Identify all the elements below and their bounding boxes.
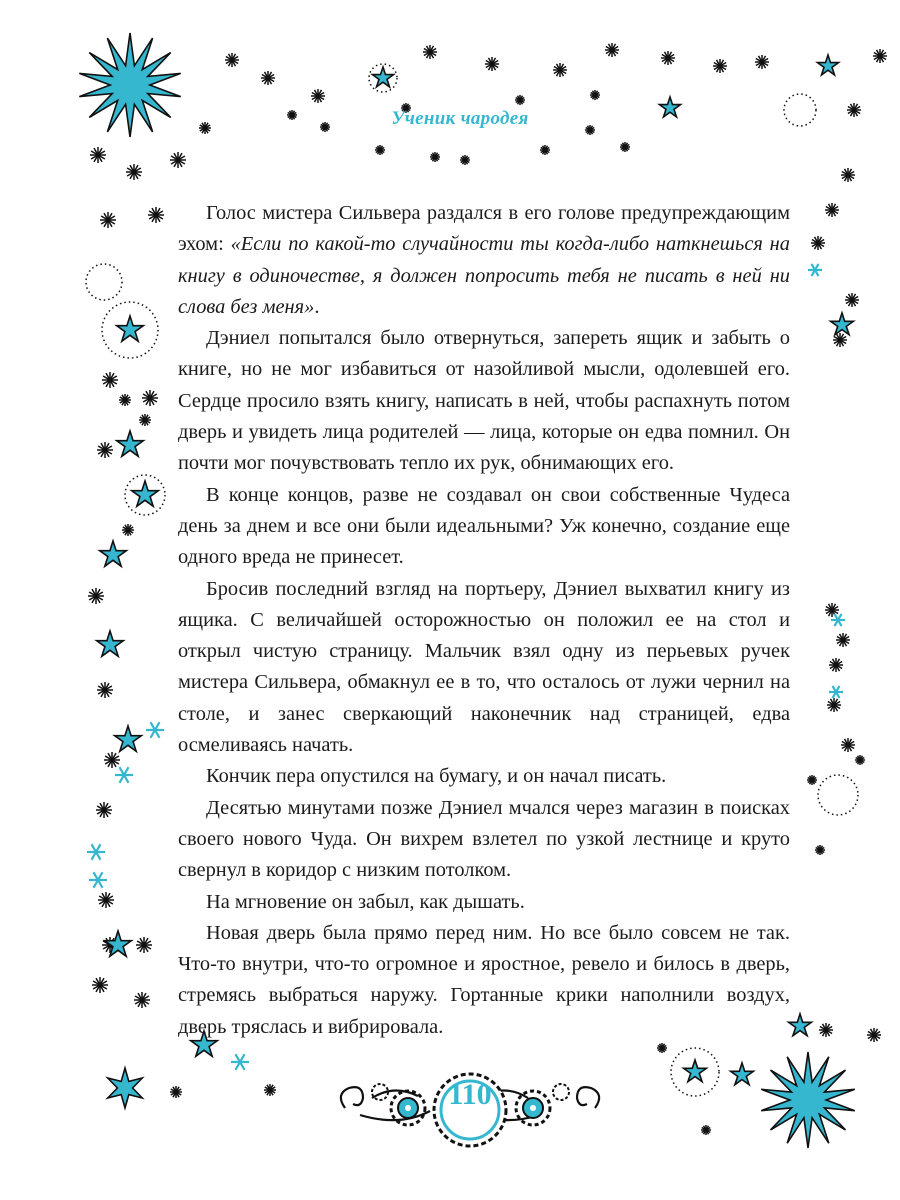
sparkle-icon: [119, 394, 131, 406]
dotted-ring-icon: [784, 94, 816, 126]
sparkle-icon: [620, 142, 630, 152]
sparkle-icon: [867, 1028, 881, 1042]
blue-star-icon: [373, 67, 394, 87]
sparkle-icon: [873, 49, 887, 63]
sparkle-icon: [825, 603, 839, 617]
blue-star-icon: [761, 1052, 855, 1148]
sparkle-icon: [430, 152, 440, 162]
blue-star-icon: [660, 97, 681, 117]
sparkle-icon: [97, 682, 113, 698]
blue-star-icon: [117, 431, 144, 456]
sparkle-icon: [92, 977, 108, 993]
sparkle-icon: [142, 390, 158, 406]
page-number: 110: [448, 1078, 492, 1111]
blue-star-icon: [105, 931, 132, 956]
snowflake-icon: [831, 614, 845, 626]
blue-star-icon: [684, 1060, 707, 1082]
sparkle-icon: [841, 168, 855, 182]
sparkle-icon: [122, 524, 134, 536]
blue-star-icon: [97, 631, 124, 656]
sparkle-icon: [855, 755, 865, 765]
sparkle-icon: [225, 53, 239, 67]
sparkle-icon: [460, 155, 470, 165]
sparkle-icon: [90, 147, 106, 163]
sparkle-icon: [605, 43, 619, 57]
sparkle-icon: [485, 57, 499, 71]
sparkle-icon: [807, 775, 817, 785]
sparkle-icon: [261, 71, 275, 85]
sparkle-icon: [847, 103, 861, 117]
sparkle-icon: [845, 293, 859, 307]
sparkle-icon: [134, 992, 150, 1008]
snowflake-icon: [87, 844, 105, 860]
paragraph: На мгновение он забыл, как дышать.: [206, 890, 525, 913]
sparkle-icon: [819, 1023, 833, 1037]
snowflake-icon: [808, 264, 822, 276]
sparkle-icon: [287, 110, 297, 120]
snowflake-icon: [115, 767, 133, 783]
sparkle-icon: [96, 802, 112, 818]
sparkle-icon: [98, 892, 114, 908]
blue-star-icon: [731, 1063, 754, 1085]
blue-star-icon: [831, 313, 854, 335]
sparkle-icon: [829, 658, 843, 672]
snowflake-icon: [146, 722, 164, 738]
sparkle-icon: [199, 122, 211, 134]
dotted-ring-icon: [86, 264, 122, 300]
sparkle-icon: [836, 633, 850, 647]
sparkle-icon: [104, 752, 120, 768]
paragraph: Десятью минутами позже Дэниел мчался через магазин в поисках своего нового Чуда. Он вихрем взлетел по узкой лестнице и круто свернул в коридор с низким потолком.: [178, 796, 790, 882]
sparkle-icon: [136, 937, 152, 953]
sparkle-icon: [170, 1086, 182, 1098]
paragraph: В конце концов, разве не создавал он свои собственные Чудеса день за днем и все они были идеальными? Уж конечно, создание еще одного вреда не принесет.: [178, 483, 790, 569]
dotted-ring-icon: [818, 775, 858, 815]
paragraph: Новая дверь была прямо перед ним. Но все было совсем не так. Что-то внутри, что-то огромное и яростное, ревело и билось в дверь, стремясь выбраться наружу. Гортанные крики наполнили воздух, дверь тряслась и вибрировала.: [178, 921, 790, 1038]
paragraph: Дэниел попытался было отвернуться, запереть ящик и забыть о книге, но не мог избавиться от назойливой мысли, одолевшей его. Сердце просило взять книгу, написать в ней, чтобы распахнуть потом дверь и увидеть лица родителей — лица, которые он едва помнил. Он почти мог почувствовать тепло их рук, обнимающих его.: [178, 327, 790, 475]
sparkle-icon: [590, 90, 600, 100]
snowflake-icon: [829, 686, 843, 698]
sparkle-icon: [97, 442, 113, 458]
sparkle-icon: [553, 63, 567, 77]
blue-star-icon: [132, 481, 159, 506]
running-head: Ученик чародея: [391, 108, 529, 129]
sparkle-icon: [126, 164, 142, 180]
paragraph: Кончик пера опустился на бумагу, и он начал писать.: [206, 765, 667, 788]
gear-small-right-icon: [553, 1084, 569, 1100]
blue-star-icon: [789, 1014, 812, 1036]
sparkle-icon: [841, 738, 855, 752]
sparkle-icon: [515, 95, 525, 105]
sparkle-icon: [585, 125, 595, 135]
snowflake-icon: [89, 872, 107, 888]
body-text: [178, 198, 790, 1043]
blue-star-icon: [115, 726, 142, 751]
sparkle-icon: [825, 203, 839, 217]
sparkle-icon: [311, 89, 325, 103]
sparkle-icon: [713, 59, 727, 73]
paragraph: Бросив последний взгляд на портьеру, Дэниел выхватил книгу из ящика. С величайшей осторожностью он положил ее на стол и открыл чистую страницу. Мальчик взял одну из перьевых ручек мистера Сильвера, обмакнул ее в то, что осталось от лужи чернил на столе, и занес сверкающий наконечник над страницей, едва осмеливаясь начать.: [178, 577, 790, 757]
paragraph: Голос мистера Сильвера раздался в его голове предупреждающим эхом: «Если по какой-то случайности ты когда-либо наткнешься на книгу в одиночестве, я должен попросить тебя не писать в ней ни слова без меня».: [178, 202, 790, 318]
sparkle-icon: [375, 145, 385, 155]
sparkle-icon: [320, 122, 330, 132]
blue-star-icon: [100, 541, 127, 566]
blue-star-icon: [818, 55, 839, 75]
sparkle-icon: [100, 212, 116, 228]
sparkle-icon: [148, 207, 164, 223]
sparkle-icon: [827, 698, 841, 712]
blue-star-icon: [117, 316, 144, 341]
sparkle-icon: [661, 51, 675, 65]
blue-star-icon: [108, 1068, 143, 1108]
sparkle-icon: [170, 152, 186, 168]
sparkle-icon: [701, 1125, 711, 1135]
sparkle-icon: [139, 414, 151, 426]
blue-star-icon: [79, 33, 180, 137]
sparkle-icon: [811, 236, 825, 250]
snowflake-icon: [231, 1054, 249, 1070]
sparkle-icon: [657, 1043, 667, 1053]
sparkle-icon: [264, 1084, 276, 1096]
sparkle-icon: [102, 372, 118, 388]
sparkle-icon: [88, 588, 104, 604]
sparkle-icon: [540, 145, 550, 155]
sparkle-icon: [815, 845, 825, 855]
sparkle-icon: [755, 55, 769, 69]
sparkle-icon: [423, 45, 437, 59]
